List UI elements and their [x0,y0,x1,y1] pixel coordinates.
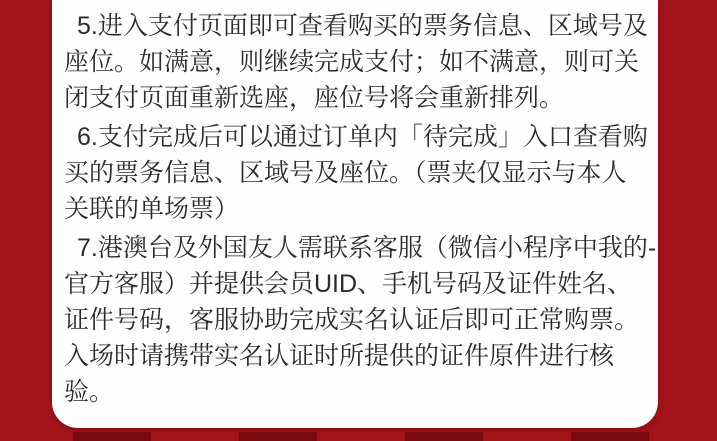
notice-line: 5.进入支付页面即可查看购买的票务信息、区域号及 [77,12,648,40]
notice-paragraph-7 [64,230,657,410]
notice-line: 座位。如满意，则继续完成支付；如不满意，则可关 [64,48,640,76]
notice-paragraph-5 [64,8,646,116]
notice-paragraph-6 [64,119,646,227]
bottom-stripe-pattern [0,432,717,441]
notice-line: 7.港澳台及外国友人需联系客服（微信小程序中我的- [77,234,657,262]
notice-line: 买的票务信息、区域号及座位。（票夹仅显示与本人 [64,159,627,187]
notice-line: 官方客服）并提供会员UID、手机号码及证件姓名、 [64,270,633,298]
notice-line: 闭支付页面重新选座，座位号将会重新排列。 [64,84,565,112]
notice-line: 证件号码，客服协助完成实名认证后即可正常购票。 [64,306,640,334]
notice-line: 关联的单场票） [64,195,240,223]
notice-line: 入场时请携带实名认证时所提供的证件原件进行核 [64,342,615,370]
notice-line: 验。 [64,378,115,406]
notice-line: 6.支付完成后可以通过订单内「待完成」入口查看购 [77,123,648,151]
notice-card [52,0,658,428]
